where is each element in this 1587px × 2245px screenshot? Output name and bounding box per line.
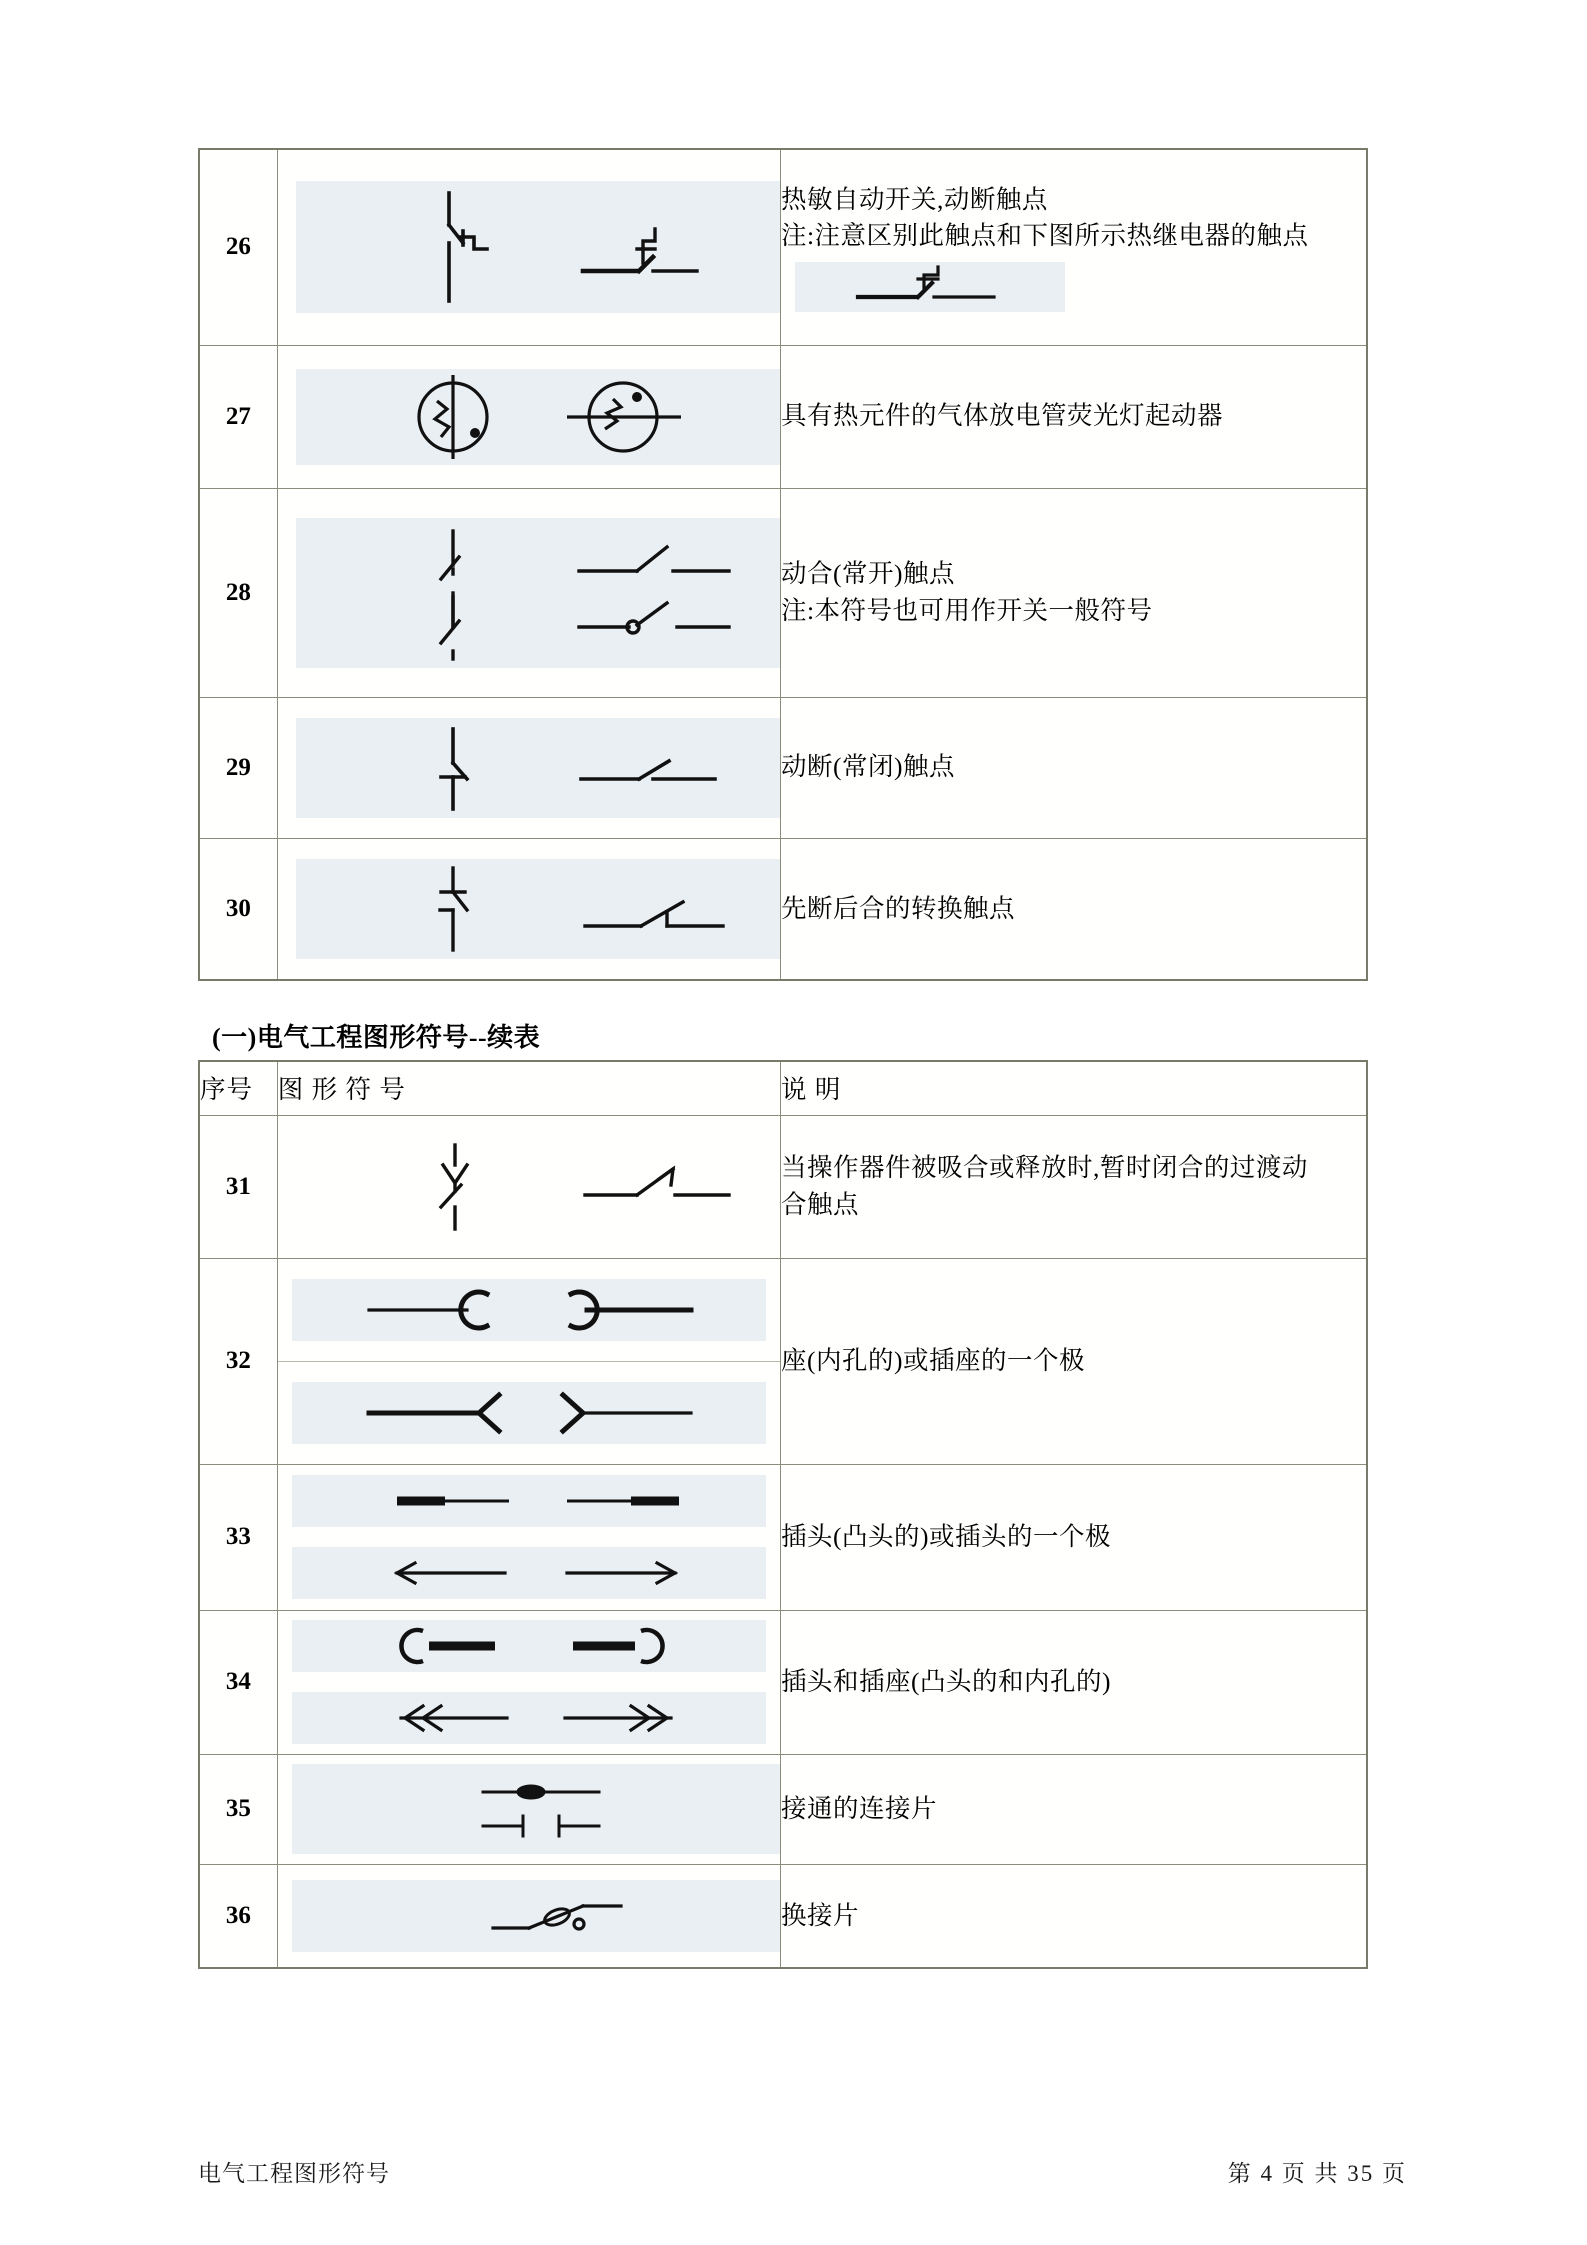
table-row bbox=[199, 838, 1367, 980]
row-number: 27 bbox=[199, 345, 277, 488]
description-line: 注:本符号也可用作开关一般符号 bbox=[780, 595, 1153, 625]
symbol-cell bbox=[277, 149, 780, 345]
row-number: 26 bbox=[199, 149, 277, 345]
socket-female-contact-symbols bbox=[278, 1259, 780, 1464]
table-row bbox=[199, 1610, 1367, 1754]
plug-socket-band-1 bbox=[292, 1620, 766, 1672]
description-cell bbox=[780, 1115, 1367, 1258]
description-cell bbox=[780, 697, 1367, 838]
symbol-cell bbox=[277, 488, 780, 697]
table-row bbox=[199, 1464, 1367, 1610]
symbol-cell bbox=[277, 1258, 780, 1464]
table-row bbox=[199, 1754, 1367, 1864]
description-line: 座(内孔的)或插座的一个极 bbox=[780, 1345, 1085, 1375]
table-row bbox=[199, 1258, 1367, 1464]
symbol-table-bottom bbox=[198, 1060, 1368, 1969]
section-title: (一)电气工程图形符号--续表 bbox=[212, 1023, 541, 1052]
description-line: 具有热元件的气体放电管荧光灯起动器 bbox=[780, 401, 1223, 431]
table-row bbox=[199, 345, 1367, 488]
description-line: 动断(常闭)触点 bbox=[780, 752, 955, 782]
symbol-cell bbox=[277, 1610, 780, 1754]
row-number: 35 bbox=[199, 1754, 277, 1864]
footer-document-title: 电气工程图形符号 bbox=[198, 2161, 390, 2186]
description-line: 热敏自动开关,动断触点 bbox=[780, 185, 1048, 215]
symbol-cell bbox=[277, 838, 780, 980]
description-cell bbox=[780, 838, 1367, 980]
page-footer bbox=[0, 2125, 1587, 2245]
column-header-symbol: 图 形 符 号 bbox=[277, 1061, 780, 1115]
changeover-link-symbol bbox=[292, 1880, 794, 1952]
footer-page-number: 第 4 页 共 35 页 bbox=[1227, 2161, 1407, 2186]
description-line: 换接片 bbox=[780, 1900, 859, 1930]
row-number: 28 bbox=[199, 488, 277, 697]
row-number: 30 bbox=[199, 838, 277, 980]
passing-make-contact-symbols bbox=[296, 1137, 798, 1237]
table-row bbox=[199, 488, 1367, 697]
socket-symbol-band-1 bbox=[292, 1279, 766, 1341]
description-cell bbox=[780, 149, 1367, 345]
symbol-cell bbox=[277, 697, 780, 838]
symbol-cell bbox=[277, 1754, 780, 1864]
break-before-make-changeover-contact-symbols bbox=[296, 859, 798, 959]
row-number: 36 bbox=[199, 1864, 277, 1968]
description-line: 注:注意区别此触点和下图所示热继电器的触点 bbox=[780, 221, 1309, 251]
description-line: 插头(凸头的)或插头的一个极 bbox=[780, 1521, 1111, 1551]
plug-male-contact-symbols bbox=[278, 1465, 780, 1610]
plug-and-socket-symbols bbox=[278, 1611, 780, 1754]
break-normally-closed-contact-symbols bbox=[296, 718, 798, 818]
symbol-cell bbox=[277, 1115, 780, 1258]
row-number: 32 bbox=[199, 1258, 277, 1464]
closed-link-symbols bbox=[292, 1764, 794, 1854]
description-cell bbox=[780, 1464, 1367, 1610]
socket-symbol-band-2 bbox=[292, 1382, 766, 1444]
glow-starter-with-thermal-element-symbols bbox=[296, 369, 798, 465]
plug-socket-band-2 bbox=[292, 1692, 766, 1744]
symbol-cell bbox=[277, 1864, 780, 1968]
description-line: 先断后合的转换触点 bbox=[780, 893, 1015, 923]
description-cell bbox=[780, 1610, 1367, 1754]
table-row bbox=[199, 1864, 1367, 1968]
description-cell bbox=[780, 1754, 1367, 1864]
row-number: 34 bbox=[199, 1610, 277, 1754]
row-number: 33 bbox=[199, 1464, 277, 1610]
table-row bbox=[199, 149, 1367, 345]
description-line: 插头和插座(凸头的和内孔的) bbox=[780, 1666, 1111, 1696]
row-number: 29 bbox=[199, 697, 277, 838]
description-line: 合触点 bbox=[780, 1189, 859, 1219]
description-line: 接通的连接片 bbox=[780, 1793, 937, 1823]
table-row bbox=[199, 1115, 1367, 1258]
symbol-cell bbox=[277, 345, 780, 488]
description-cell bbox=[780, 1864, 1367, 1968]
column-header-desc: 说 明 bbox=[780, 1061, 1367, 1115]
description-line: 动合(常开)触点 bbox=[780, 559, 955, 589]
row-number: 31 bbox=[199, 1115, 277, 1258]
table-header-row bbox=[199, 1061, 1367, 1115]
plug-symbol-band-1 bbox=[292, 1475, 766, 1527]
description-line: 当操作器件被吸合或释放时,暂时闭合的过渡动 bbox=[780, 1153, 1308, 1183]
table-row bbox=[199, 697, 1367, 838]
symbol-table-top bbox=[198, 148, 1368, 981]
description-cell bbox=[780, 1258, 1367, 1464]
description-cell bbox=[780, 345, 1367, 488]
description-cell bbox=[780, 488, 1367, 697]
make-normally-open-contact-symbols bbox=[296, 518, 798, 668]
column-header-no: 序号 bbox=[199, 1061, 277, 1115]
plug-symbol-band-2 bbox=[292, 1547, 766, 1599]
thermal-auto-switch-break-contact-symbols bbox=[296, 181, 798, 313]
inline-thermal-relay-contact-symbol bbox=[795, 262, 1065, 312]
symbol-cell bbox=[277, 1464, 780, 1610]
